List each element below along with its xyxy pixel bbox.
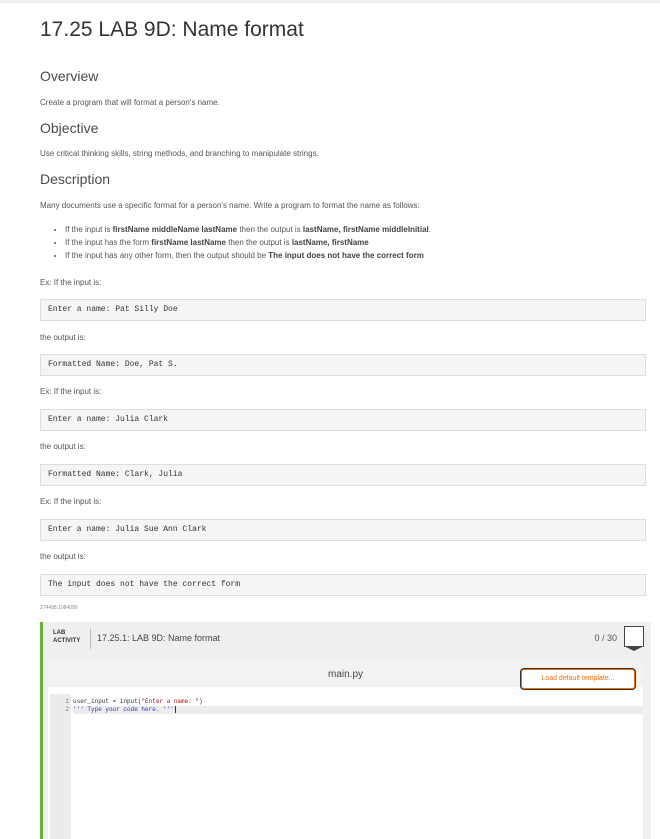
- objective-text: Use critical thinking skills, string methods, and branching to manipulate strings.: [40, 149, 319, 158]
- file-name: main.py: [327, 669, 363, 680]
- completion-badge-icon: [624, 626, 644, 647]
- description-heading: Description: [40, 171, 111, 187]
- overview-text: Create a program that will format a person's name.: [40, 98, 220, 107]
- example-input-code: Enter a name: Julia Clark: [40, 409, 646, 431]
- rule-item: • If the input has any other form, then the output should be The input does not have the correct form: [65, 249, 625, 262]
- overview-heading: Overview: [40, 68, 99, 84]
- top-border: [0, 0, 660, 3]
- header-divider: [90, 629, 91, 649]
- rules-list: [54, 223, 625, 262]
- example-input-code: Enter a name: Julia Sue Ann Clark: [40, 519, 646, 541]
- code-line-active[interactable]: ''' Type your code here. ''': [73, 706, 643, 714]
- lab-activity-panel: [40, 622, 651, 839]
- example-input-label: Ex: If the input is:: [40, 278, 102, 287]
- code-line[interactable]: user_input = input("Enter a name: "): [73, 698, 203, 705]
- lab-score: 0 / 30: [594, 633, 617, 643]
- objective-heading: Objective: [40, 120, 99, 136]
- description-text: Many documents use a specific format for a person's name. Write a program to format the name as follows:: [40, 201, 420, 210]
- rule-item: • If the input is firstName middleName lastName then the output is lastName, firstName middleInitial.: [65, 223, 625, 236]
- load-default-template-button[interactable]: Load default template...: [521, 669, 635, 689]
- line-number: 1: [65, 698, 69, 705]
- lab-title: 17.25.1: LAB 9D: Name format: [97, 633, 221, 643]
- example-output-label: the output is:: [40, 333, 86, 342]
- completion-badge-tip: [624, 646, 644, 651]
- line-number-gutter: [50, 694, 71, 839]
- example-input-label: Ex: If the input is:: [40, 497, 102, 506]
- rule-item: • If the input has the form firstName lastName then the output is lastName, firstName: [65, 236, 625, 249]
- line-number: 2: [65, 706, 69, 713]
- example-output-code: The input does not have the correct form: [40, 574, 646, 596]
- example-output-label: the output is:: [40, 442, 86, 451]
- example-input-label: Ex: If the input is:: [40, 387, 102, 396]
- example-output-label: the output is:: [40, 552, 86, 561]
- code-editor[interactable]: [48, 662, 643, 839]
- lab-activity-tag: LAB ACTIVITY: [53, 630, 81, 644]
- example-output-code: Formatted Name: Clark, Julia: [40, 464, 646, 486]
- lab-header: [43, 622, 651, 654]
- content-id: 274498.1084090: [40, 605, 78, 611]
- example-output-code: Formatted Name: Doe, Pat S.: [40, 354, 646, 376]
- example-input-code: Enter a name: Pat Silly Doe: [40, 299, 646, 321]
- file-bar: [48, 662, 643, 687]
- page-title: 17.25 LAB 9D: Name format: [40, 18, 304, 41]
